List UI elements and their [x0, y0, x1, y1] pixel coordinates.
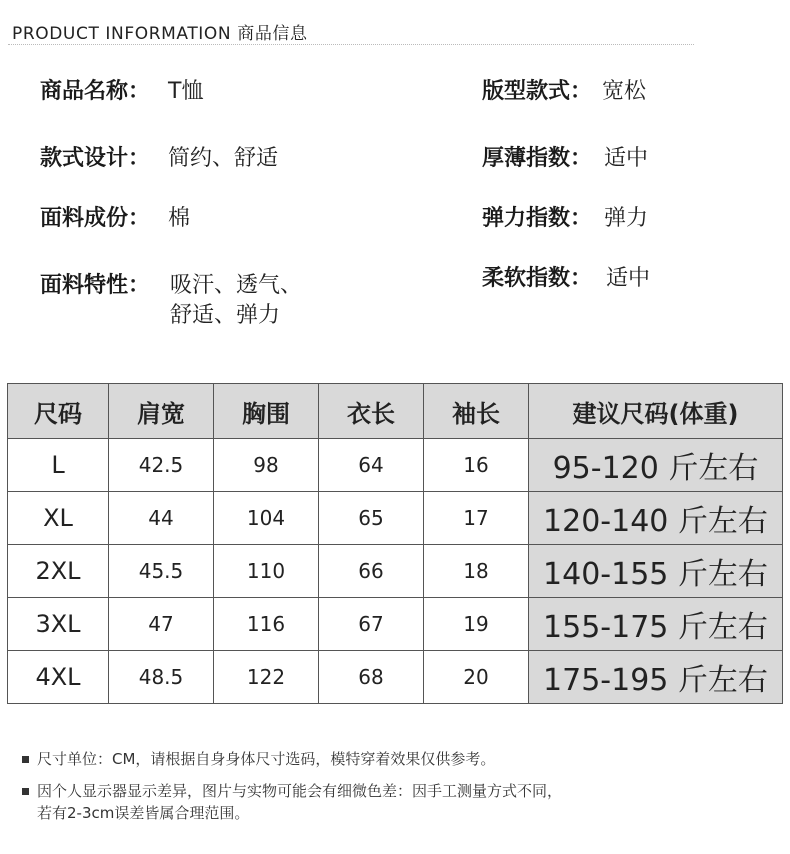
spec-value: 弹力 [604, 206, 649, 231]
cell-chest: 116 [214, 598, 319, 651]
cell-recommended: 155-175 斤左右 [529, 598, 783, 651]
cell-shoulder: 44 [109, 492, 214, 545]
cell-size: XL [8, 492, 109, 545]
cell-chest: 98 [214, 439, 319, 492]
cell-sleeve: 16 [424, 439, 529, 492]
cell-size: 4XL [8, 651, 109, 704]
note-text-line1: 因个人显示器显示差异，图片与实物可能会有细微色差：因手工测量方式不同， [37, 782, 563, 800]
spec-value-line1: 吸汗、透气、 [170, 273, 303, 298]
cell-size: 3XL [8, 598, 109, 651]
size-chart-table [7, 383, 783, 704]
cell-chest: 110 [214, 545, 319, 598]
spec-fabric [40, 204, 191, 234]
spec-design [40, 144, 279, 174]
cell-chest: 122 [214, 651, 319, 704]
cell-shoulder: 48.5 [109, 651, 214, 704]
note-units [22, 748, 495, 770]
spec-fabric-features [40, 271, 303, 328]
cell-chest: 104 [214, 492, 319, 545]
cell-recommended: 95-120 斤左右 [529, 439, 783, 492]
spec-label: 面料成份： [40, 206, 151, 231]
cell-shoulder: 47 [109, 598, 214, 651]
cell-size: 2XL [8, 545, 109, 598]
spec-value: 简约、舒适 [168, 146, 279, 171]
section-title: PRODUCT INFORMATION 商品信息 [12, 24, 308, 44]
table-row [8, 492, 783, 545]
header-size: 尺码 [8, 384, 109, 439]
note-text-line2: 若有2-3cm误差皆属合理范围。 [37, 804, 250, 822]
spec-label: 版型款式： [482, 79, 593, 104]
table-row [8, 651, 783, 704]
table-row [8, 545, 783, 598]
table-row [8, 439, 783, 492]
spec-value: 适中 [604, 146, 649, 171]
table-row [8, 598, 783, 651]
cell-length: 68 [319, 651, 424, 704]
cell-sleeve: 18 [424, 545, 529, 598]
spec-value: 棉 [168, 206, 191, 231]
header-length: 衣长 [319, 384, 424, 439]
square-bullet-icon [22, 756, 29, 763]
note-disclaimer [22, 780, 562, 824]
spec-value: 适中 [606, 266, 651, 291]
spec-value: 宽松 [602, 79, 647, 104]
cell-recommended: 140-155 斤左右 [529, 545, 783, 598]
header-chest: 胸围 [214, 384, 319, 439]
spec-label: 面料特性： [40, 273, 151, 298]
header-recommended: 建议尺码(体重) [529, 384, 783, 439]
square-bullet-icon [22, 788, 29, 795]
cell-recommended: 175-195 斤左右 [529, 651, 783, 704]
spec-label: 厚薄指数： [482, 146, 593, 171]
spec-label: 柔软指数： [482, 266, 593, 291]
spec-name [40, 77, 204, 107]
spec-elasticity [482, 204, 649, 234]
cell-sleeve: 19 [424, 598, 529, 651]
note-text: 尺寸单位：CM，请根据自身身体尺寸选码，模特穿着效果仅供参考。 [37, 750, 496, 768]
spec-value-line2: 舒适、弹力 [170, 303, 281, 328]
cell-size: L [8, 439, 109, 492]
cell-shoulder: 45.5 [109, 545, 214, 598]
spec-value: T恤 [168, 79, 204, 104]
cell-recommended: 120-140 斤左右 [529, 492, 783, 545]
header-shoulder: 肩宽 [109, 384, 214, 439]
cell-shoulder: 42.5 [109, 439, 214, 492]
spec-label: 弹力指数： [482, 206, 593, 231]
cell-sleeve: 20 [424, 651, 529, 704]
cell-length: 66 [319, 545, 424, 598]
spec-fit [482, 77, 647, 107]
cell-length: 65 [319, 492, 424, 545]
spec-softness [482, 264, 651, 294]
cell-length: 64 [319, 439, 424, 492]
cell-sleeve: 17 [424, 492, 529, 545]
cell-length: 67 [319, 598, 424, 651]
spec-thickness [482, 144, 649, 174]
spec-label: 商品名称： [40, 79, 151, 104]
header-sleeve: 袖长 [424, 384, 529, 439]
spec-label: 款式设计： [40, 146, 151, 171]
title-divider [8, 44, 694, 45]
table-header-row [8, 384, 783, 439]
